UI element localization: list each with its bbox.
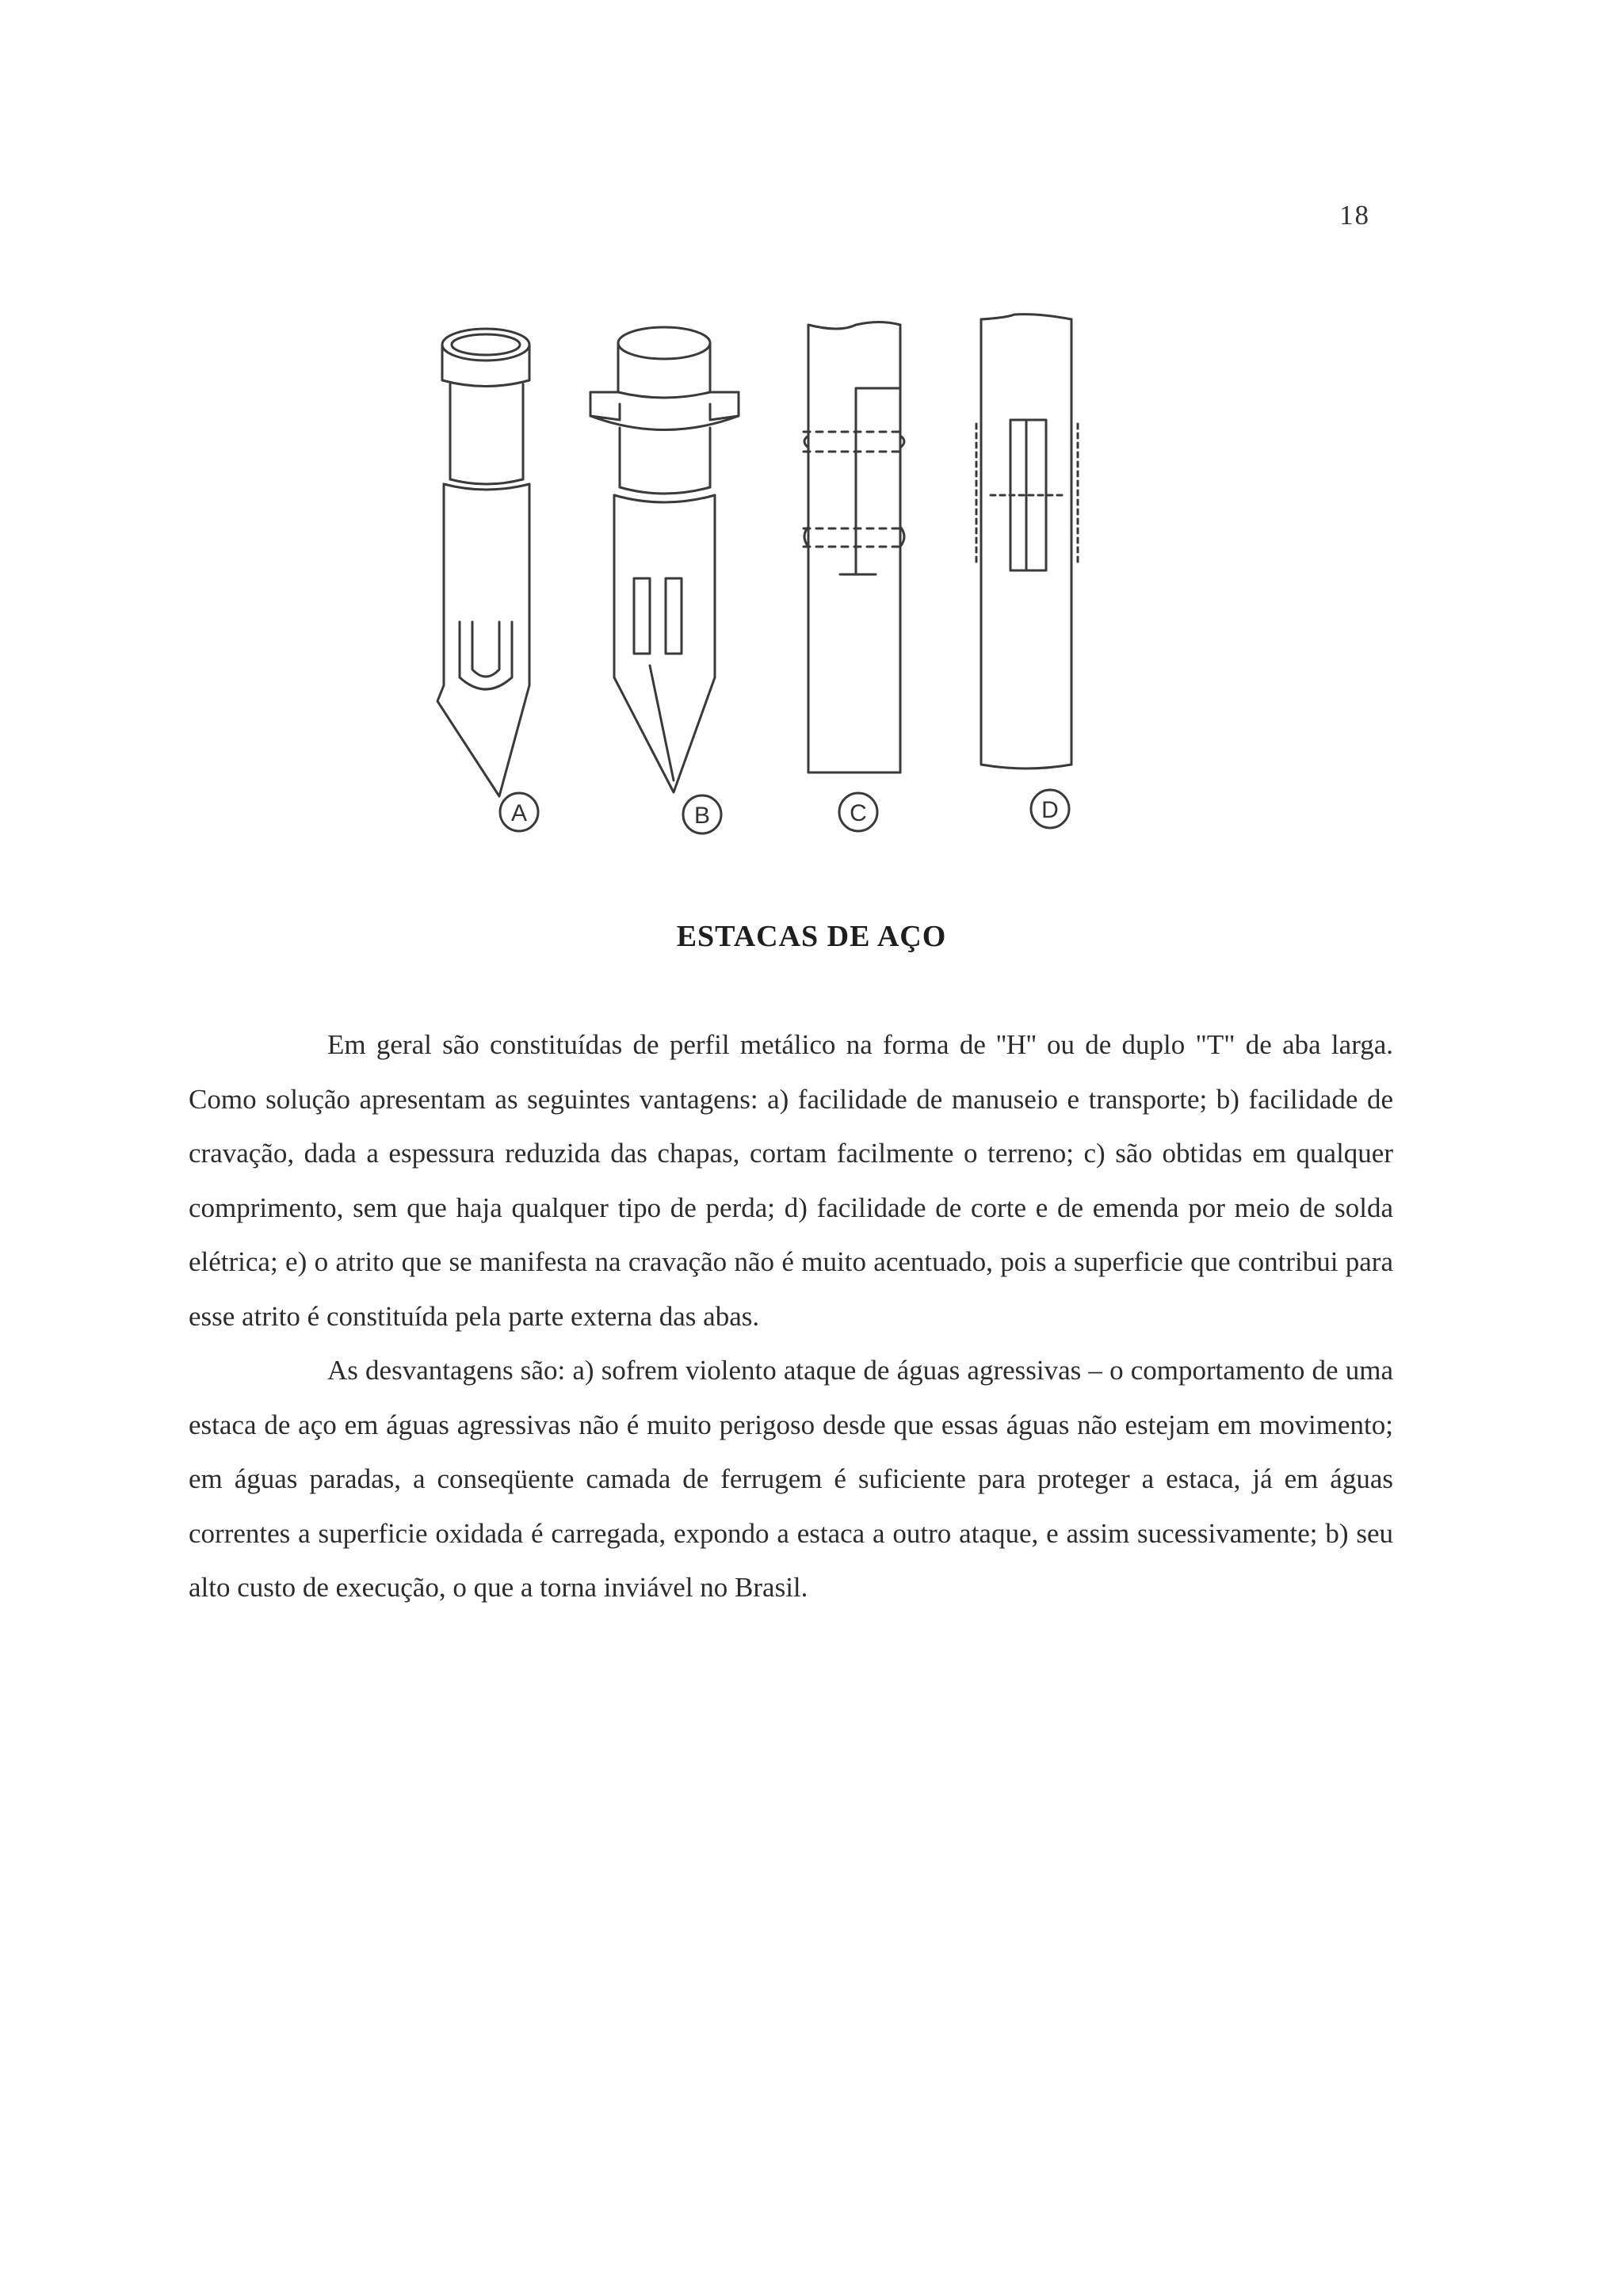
body-text [189,1018,1393,1615]
paragraph-disadvantages: As desvantagens são: a) sofrem violento ataque de águas agressivas – o comportamento de uma estaca de aço em águas agressivas não é muito perigoso desde que essas águas não estejam em movimento; em águas paradas, a conseqüente camada de ferrugem é suficiente para proteger a estaca, já em águas correntes a superficie oxidada é carregada, expondo a estaca a outro ataque, e assim sucessivamente; b) seu alto custo de execução, o que a torna inviável no Brasil. [189,1355,1393,1603]
pile-a-drawing [437,329,529,796]
section-title: ESTACAS DE AÇO [676,920,947,953]
pile-label-a: A [510,800,528,826]
page-number: 18 [1339,200,1370,231]
paragraph-advantages: Em geral são constituídas de perfil metálico na forma de ''H'' ou de duplo "T" de aba larga. Como solução apresentam as seguintes vantagens: a) facilidade de manuseio e transporte; b) facilidade de cravação, dada a espessura reduzida das chapas, cortam facilmente o terreno; c) são obtidas em qualquer comprimento, sem que haja qualquer tipo de perda; d) facilidade de corte e de emenda por meio de solda elétrica; e) o atrito que se manifesta na cravação não é muito acentuado, pois a superficie que contribui para esse atrito é constituída pela parte externa das abas. [189,1029,1393,1332]
steel-piles-drawing [412,305,1125,860]
pile-label-b: B [693,803,711,829]
pile-c-drawing [804,322,905,773]
steel-piles-figure [412,305,1125,860]
pile-label-d: D [1041,797,1059,823]
pile-label-c: C [850,800,867,826]
pile-d-drawing [976,315,1078,769]
pile-b-drawing [590,327,739,792]
